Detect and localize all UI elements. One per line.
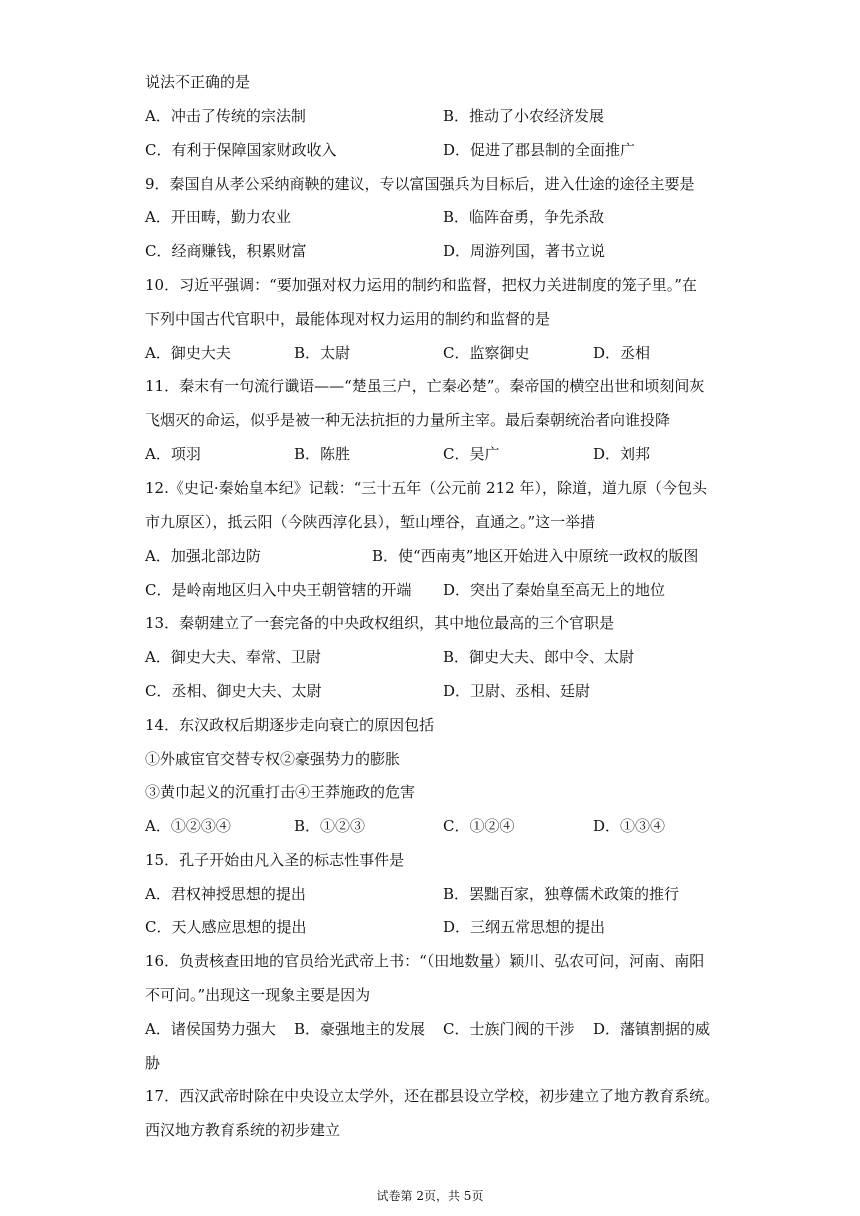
question-11-stem-line-1: 11．秦末有一句流行谶语——“楚虽三户，亡秦必楚”。秦帝国的横空出世和顷刻间灰 (145, 377, 705, 395)
question-14-stem: 14．东汉政权后期逐步走向衰亡的原因包括 (145, 716, 435, 734)
question-15-option-a: A．君权神授思想的提出 (145, 885, 306, 903)
page-footer: 试卷第 2页，共 5页 (376, 1189, 484, 1203)
question-8-stem-tail: 说法不正确的是 (145, 73, 251, 91)
question-14-statements-line-2: ③黄巾起义的沉重打击④王莽施政的危害 (145, 783, 416, 801)
question-17-stem-line-2: 西汉地方教育系统的初步建立 (145, 1121, 341, 1139)
question-16-stem-line-2: 不可问。”出现这一现象主要是因为 (145, 986, 371, 1004)
question-9-option-c: C．经商赚钱，积累财富 (145, 242, 307, 260)
question-14-option-d: D．①③④ (593, 817, 666, 835)
question-9-option-b: B．临阵奋勇，争先杀敌 (443, 208, 605, 226)
question-16-stem-line-1: 16．负责核查田地的官员给光武帝上书：“（田地数量）颖川、弘农可问，河南、南阳 (145, 952, 705, 970)
question-12-stem-line-1: 12.《史记·秦始皇本纪》记载：“三十五年（公元前 212 年），除道，道九原（今包头 (145, 479, 707, 497)
question-16-option-d-wrap: 胁 (145, 1054, 161, 1072)
question-9-option-d: D．周游列国，著书立说 (443, 242, 606, 260)
question-13-option-c: C．丞相、御史大夫、太尉 (145, 682, 322, 700)
question-8-option-b: B．推动了小农经济发展 (443, 107, 605, 125)
question-13-stem: 13．秦朝建立了一套完备的中央政权组织，其中地位最高的三个官职是 (145, 614, 615, 632)
question-16-option-b: B．豪强地主的发展 (294, 1020, 426, 1038)
question-12-option-d: D．突出了秦始皇至高无上的地位 (443, 581, 666, 599)
question-12-stem-line-2: 市九原区），抵云阳（今陕西淳化县），堑山堙谷，直通之。”这一举措 (145, 513, 596, 531)
question-11-option-a: A．项羽 (145, 445, 201, 463)
question-11-stem-line-2: 飞烟灭的命运，似乎是被一种无法抗拒的力量所主宰。最后秦朝统治者向谁投降 (145, 411, 671, 429)
question-10-stem-line-1: 10．习近平强调：“要加强对权力运用的制约和监督，把权力关进制度的笼子里。”在 (145, 276, 697, 294)
question-16-option-c: C．士族门阀的干涉 (443, 1020, 575, 1038)
question-11-option-d: D．刘邦 (593, 445, 651, 463)
question-15-option-d: D．三纲五常思想的提出 (443, 918, 606, 936)
question-8-option-d: D．促进了郡县制的全面推广 (443, 141, 636, 159)
question-16-option-d: D．藩镇割据的威 (593, 1020, 711, 1038)
question-10-stem-line-2: 下列中国古代官职中，最能体现对权力运用的制约和监督的是 (145, 310, 551, 328)
question-15-option-b: B．罢黜百家，独尊儒术政策的推行 (443, 885, 680, 903)
question-9-stem: 9．秦国自从孝公采纳商鞅的建议，专以富国强兵为目标后，进入仕途的途径主要是 (145, 175, 695, 193)
question-15-option-c: C．天人感应思想的提出 (145, 918, 307, 936)
question-13-option-a: A．御史大夫、奉常、卫尉 (145, 648, 321, 666)
question-15-stem: 15．孔子开始由凡入圣的标志性事件是 (145, 851, 405, 869)
question-14-option-c: C．①②④ (443, 817, 515, 835)
question-13-option-b: B．御史大夫、郎中令、太尉 (443, 648, 635, 666)
question-10-option-c: C．监察御史 (443, 344, 530, 362)
question-12-option-a: A．加强北部边防 (145, 547, 261, 565)
question-10-option-b: B．太尉 (294, 344, 351, 362)
question-17-stem-line-1: 17．西汉武帝时除在中央设立太学外，还在郡县设立学校，初步建立了地方教育系统。 (145, 1087, 720, 1105)
question-12-option-c: C．是岭南地区归入中央王朝管辖的开端 (145, 581, 412, 599)
question-8-option-a: A．冲击了传统的宗法制 (145, 107, 306, 125)
question-9-option-a: A．开田畴，勤力农业 (145, 208, 291, 226)
question-12-option-b: B．使“西南夷”地区开始进入中原统一政权的版图 (372, 547, 699, 565)
question-11-option-b: B．陈胜 (294, 445, 351, 463)
question-10-option-a: A．御史大夫 (145, 344, 231, 362)
question-13-option-d: D．卫尉、丞相、廷尉 (443, 682, 591, 700)
question-11-option-c: C．吴广 (443, 445, 500, 463)
question-14-option-b: B．①②③ (294, 817, 366, 835)
question-14-statements-line-1: ①外戚宦官交替专权②豪强势力的膨胀 (145, 750, 401, 768)
question-8-option-c: C．有利于保障国家财政收入 (145, 141, 337, 159)
question-16-option-a: A．诸侯国势力强大 (145, 1020, 276, 1038)
question-14-option-a: A．①②③④ (145, 817, 231, 835)
question-10-option-d: D．丞相 (593, 344, 651, 362)
